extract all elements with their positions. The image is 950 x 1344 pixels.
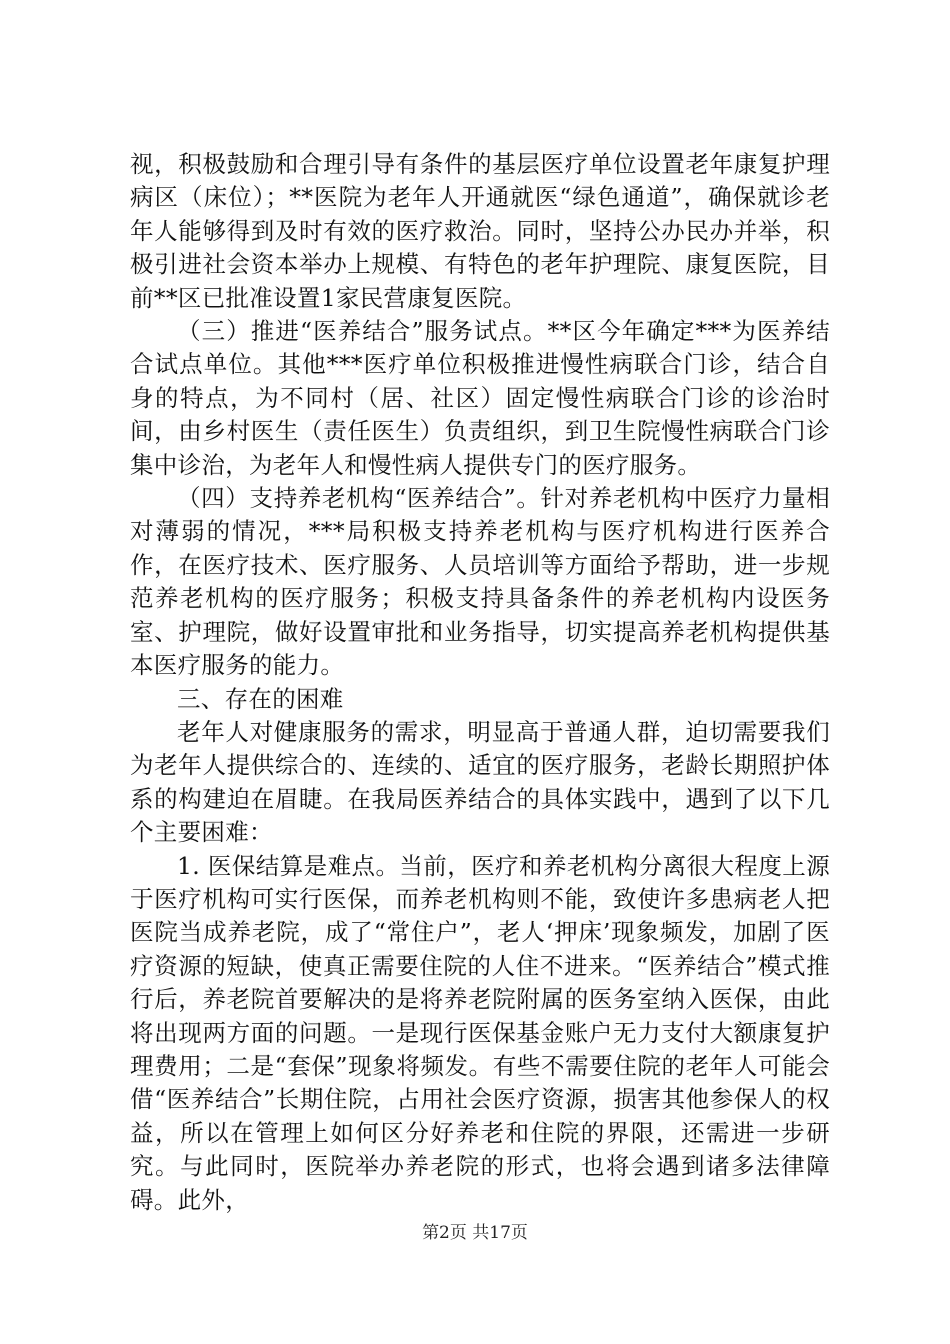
section-heading-difficulties: 三、存在的困难: [177, 684, 344, 713]
paragraph-difficulties-intro: 老年人对健康服务的需求，明显高于普通人群，迫切需要我们为老年人提供综合的、连续的、适宜的医疗服务，老龄长期照护体系的构建迫在眉睫。在我局医养结合的具体实践中，遇到了以下几个主要困难：: [130, 717, 830, 847]
paragraph-section-four: （四）支持养老机构“医养结合”。针对养老机构中医疗力量相对薄弱的情况，***局积极支持养老机构与医疗机构进行医养合作，在医疗技术、医疗服务、人员培训等方面给予帮助，进一步规范养老机构的医疗服务；积极支持具备条件的养老机构内设医务室、护理院，做好设置审批和业务指导，切实提高养老机构提供基本医疗服务的能力。: [130, 484, 830, 680]
paragraph-insurance-settlement: 1. 医保结算是难点。当前，医疗和养老机构分离很大程度上源于医疗机构可实行医保，而养老机构则不能，致使许多患病老人把医院当成养老院，成了“常住户”，老人‘押床’现象频发，加剧了医疗资源的短缺，使真正需要住院的人住不进来。“医养结合”模式推行后，养老院首要解决的是将养老院附属的医务室纳入医保，由此将出现两方面的问题。一是现行医保基金账户无力支付大额康复护理费用；二是“套保”现象将频发。有些不需要住院的老年人可能会借“医养结合”长期住院，占用社会医疗资源，损害其他参保人的权益，所以在管理上如何区分好养老和住院的界限，还需进一步研究。与此同时，医院举办养老院的形式，也将会遇到诸多法律障碍。此外，: [130, 851, 830, 1214]
page-number-footer: 第2页 共17页: [422, 1223, 528, 1243]
document-body: [130, 148, 830, 1217]
paragraph-section-three: （三）推进“医养结合”服务试点。**区今年确定***为医养结合试点单位。其他***医疗单位积极推进慢性病联合门诊，结合自身的特点，为不同村（居、社区）固定慢性病联合门诊的诊治时间，由乡村医生（责任医生）负责组织，到卫生院慢性病联合门诊集中诊治，为老年人和慢性病人提供专门的医疗服务。: [130, 317, 830, 479]
paragraph-continuation: 视，积极鼓励和合理引导有条件的基层医疗单位设置老年康复护理病区（床位）；**医院为老年人开通就医“绿色通道”，确保就诊老年人能够得到及时有效的医疗救治。同时，坚持公办民办并举，积极引进社会资本举办上规模、有特色的老年护理院、康复医院，目前**区已批准设置1家民营康复医院。: [130, 150, 830, 312]
